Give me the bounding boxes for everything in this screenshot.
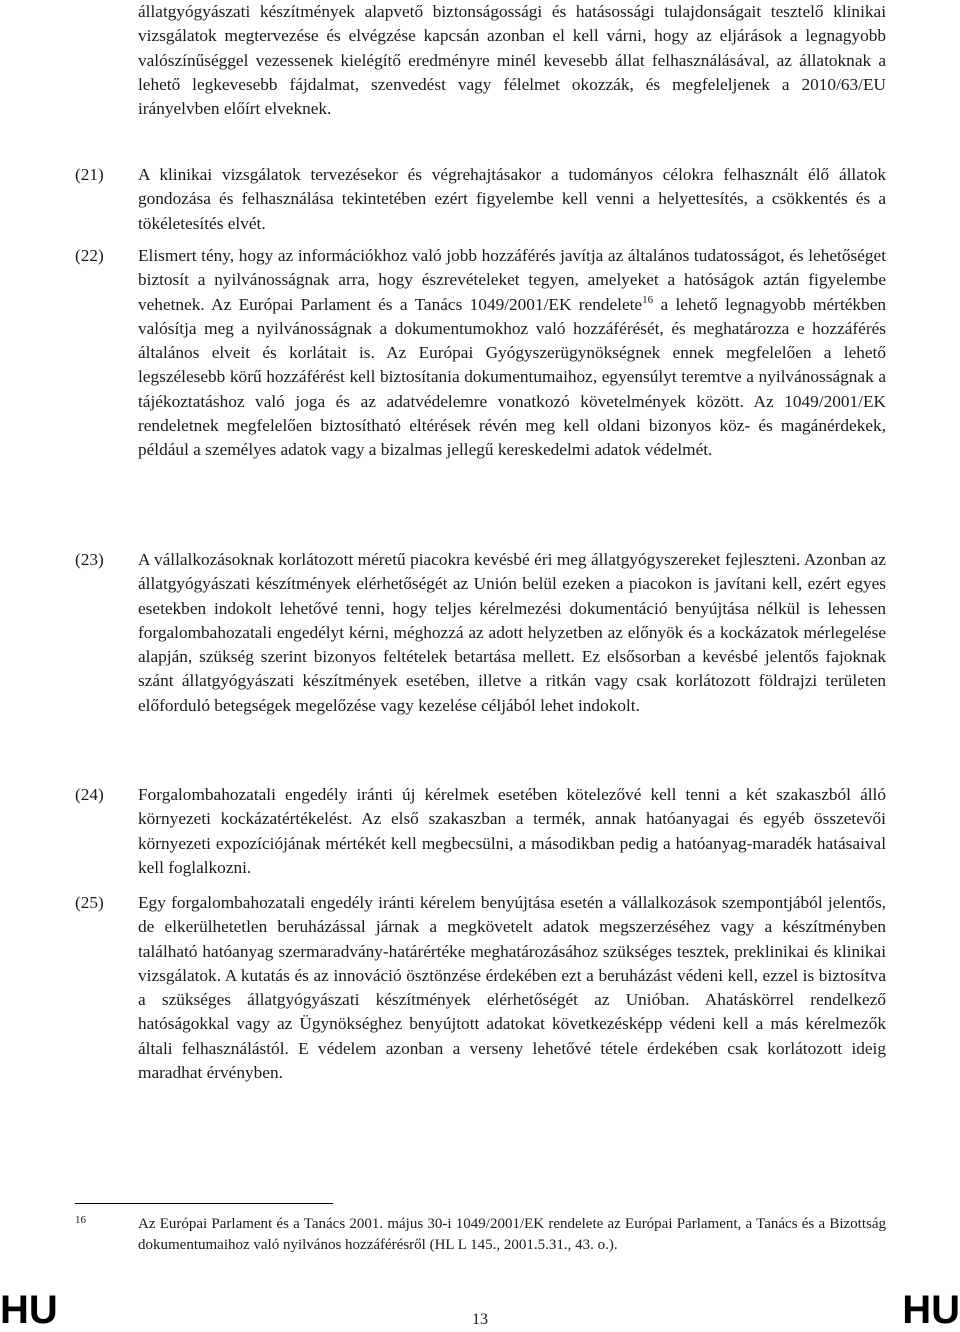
recital-text: Forgalombahozatali engedély iránti új kérelmek esetében kötelezővé kell tenni a két szakaszból álló környezeti kockázatértékelést. Az első szakaszban a termék, annak hatóanyagai és egyéb összetevői környezeti expozíciójának mértékét kell megbecsülni, a másodikban pedig a hatóanyag-maradék hatásaival kell foglalkozni.	[138, 785, 886, 877]
footnote-mark: 16	[75, 1214, 86, 1226]
language-code-left: HU	[0, 1288, 58, 1332]
footnote-reference[interactable]: 16	[642, 293, 654, 306]
recital-number: (24)	[75, 785, 104, 804]
recital-number: (22)	[75, 246, 104, 265]
recital-text-part: Elismert tény, hogy az információkhoz való jobb hozzáférés javítja az általános tudatosságot, és lehetőséget biztosít a nyilvánosságnak arra, hogy észrevételeket tegyen, amelyeket a hatóságok aztán figyelembe vehetnek. Az Európai Parlament és a Tanács 1049/2001/EK rendelete	[138, 246, 886, 314]
recital-text: A klinikai vizsgálatok tervezésekor és végrehajtásakor a tudományos célokra felhasznált élő állatok gondozása és felhasználása tekintetében ezért figyelembe kell venni a helyettesítés, a csökkentés és a tökéletesítés elvét.	[138, 165, 886, 233]
recital-number: (23)	[75, 550, 104, 569]
footnote-divider	[75, 1203, 333, 1204]
footnote-text: Az Európai Parlament és a Tanács 2001. május 30-i 1049/2001/EK rendelete az Európai Parlament, a Tanács és a Bizottság dokumentumaihoz való nyilvános hozzáférésről (HL L 145., 2001.5.31., 43. o.).	[138, 1216, 886, 1253]
page-number: 13	[472, 1311, 488, 1328]
intro-paragraph: állatgyógyászati készítmények alapvető biztonságossági és hatásossági tulajdonságait tesztelő klinikai vizsgálatok megtervezése és elvégzése kapcsán azonban el kell várni, hogy az eljárások a legnagyobb valószínűséggel vezessenek kielégítő eredményre minél kevesebb állat felhasználásával, az állatoknak a lehető legkevesebb fájdalmat, szenvedést vagy félelmet okozzák, és megfeleljenek a 2010/63/EU irányelvben előírt elveknek.	[138, 2, 886, 119]
recital-text	[138, 244, 886, 463]
recital-text: Egy forgalombahozatali engedély iránti kérelem benyújtása esetén a vállalkozások szempontjából jelentős, de elkerülhetetlen beruházással járnak a megkövetelt adatok megszerzéséhez vagy a készítményben található hatóanyag szermaradvány-határértéke meghatározásához szükséges tesztek, preklinikai és klinikai vizsgálatok. A kutatás és az innováció ösztönzése érdekében ezt a beruházást védeni kell, ezzel is biztosítva a szükséges állatgyógyászati készítmények elérhetőségét az Unióban. Ahatáskörrel rendelkező hatóságokkal vagy az Ügynökséghez benyújtott adatokat következésképp védeni kell a más kérelmezők általi felhasználástól. E védelem azonban a verseny lehetővé tétele érdekében csak korlátozott ideig maradhat érvényben.	[138, 893, 886, 1083]
recital-text: A vállalkozásoknak korlátozott méretű piacokra kevésbé éri meg állatgyógyszereket fejleszteni. Azonban az állatgyógyászati készítmények elérhetőségét az Unión belül ezeken a piacokon is javítani kell, ezért egyes esetekben indokolt lehetővé tenni, hogy teljes kérelmezési dokumentáció benyújtása nélkül is lehessen forgalombahozatali engedélyt kérni, méghozzá az adott helyzetben az előnyök és a kockázatok mérlegelése alapján, szükség szerint bizonyos feltételek betartása mellett. Ez elsősorban a kevésbé jelentős fajoknak szánt állatgyógyászati készítmények esetében, illetve a ritkán vagy csak korlátozott földrajzi területen előforduló betegségek megelőzése vagy kezelése céljából lehet indokolt.	[138, 550, 886, 715]
recital-number: (25)	[75, 893, 104, 912]
language-code-right: HU	[902, 1288, 960, 1332]
recital-text-part: a lehető legnagyobb mértékben valósítja meg a nyilvánosságnak a dokumentumokhoz való hozzáférését, és meghatározza e hozzáférés általános elveit és korlátait is. Az Európai Gyógyszerügynökségnek ennek megfelelően a lehető legszélesebb körű hozzáférést kell biztosítania dokumentumaihoz, egyensúlyt teremtve a nyilvánosságnak a tájékoztatáshoz való joga és az adatvédelemre vonatkozó követelmények között. Az 1049/2001/EK rendeletnek megfelelően biztosítható eltérések révén meg kell oldani bizonyos köz- és magánérdekek, például a személyes adatok vagy a bizalmas jellegű kereskedelmi adatok védelmét.	[138, 294, 887, 460]
recital-number: (21)	[75, 165, 104, 184]
